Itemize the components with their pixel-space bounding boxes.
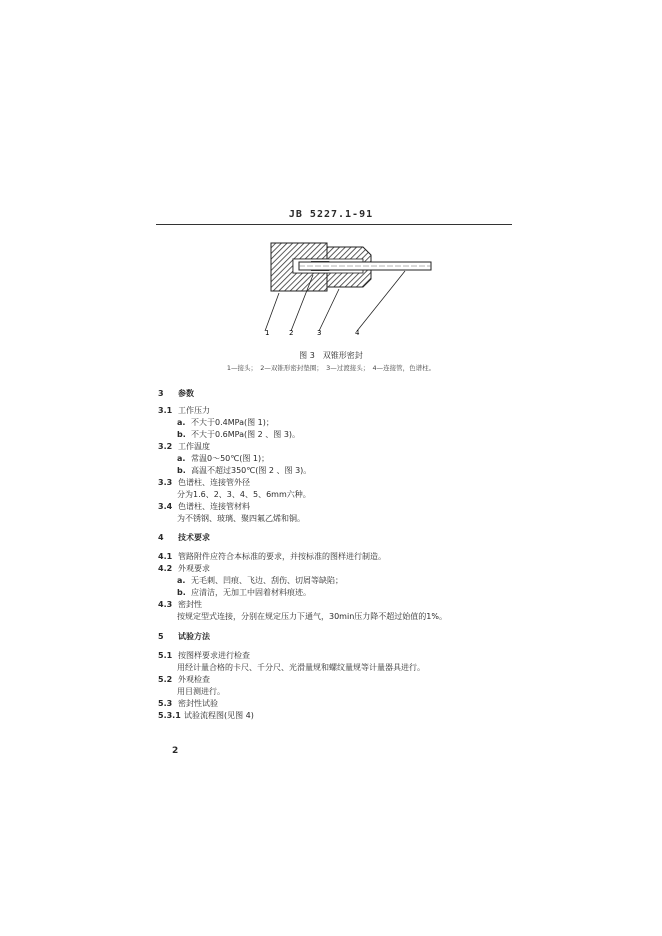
page-number: 2	[172, 746, 179, 756]
clause-3-4: 3.4 色谱柱、连接管材料	[158, 502, 250, 511]
standard-code: JB 5227.1-91	[288, 209, 374, 220]
clause-4-3: 4.3 密封性	[158, 600, 202, 609]
section-3-heading: 3 参数	[158, 389, 194, 398]
clause-4-1: 4.1 管路附件应符合本标准的要求，并按标准的图样进行制造。	[158, 552, 386, 561]
section-5-heading: 5 试验方法	[158, 632, 210, 641]
label-3: 3	[317, 329, 322, 337]
item-3-1-a: a. 不大于0.4MPa(图 1)；	[177, 418, 274, 427]
figure-caption: 图 3 双锥形密封	[299, 351, 363, 360]
clause-3-3-text: 分为1.6、2、3、4、5、6mm六种。	[177, 490, 311, 499]
section-4-heading: 4 技术要求	[158, 533, 210, 542]
clause-5-2-text: 用目测进行。	[177, 687, 225, 696]
item-3-2-b: b. 高温不超过350℃(图 2 、图 3)。	[177, 466, 312, 475]
clause-5-2: 5.2 外观检查	[158, 675, 210, 684]
clause-5-3-1: 5.3.1 试验流程图(见图 4)	[158, 711, 254, 720]
clause-4-2: 4.2 外观要求	[158, 564, 210, 573]
double-cone-seal-drawing	[255, 235, 435, 345]
clause-5-3: 5.3 密封性试验	[158, 699, 218, 708]
clause-5-1: 5.1 按图样要求进行检查	[158, 651, 250, 660]
header-rule	[156, 224, 512, 225]
label-2: 2	[289, 329, 294, 337]
item-4-2-a: a. 无毛刺、凹痕、飞边、刮伤、切屑等缺陷；	[177, 576, 343, 585]
item-3-2-a: a. 常温0～50℃(图 1)；	[177, 454, 270, 463]
clause-4-3-text: 按规定型式连接，分别在规定压力下通气，30min压力降不超过始值的1%。	[177, 612, 447, 621]
item-4-2-b: b. 应清洁，无加工中固着材料痕迹。	[177, 588, 311, 597]
clause-3-2: 3.2 工作温度	[158, 442, 210, 451]
item-3-1-b: b. 不大于0.6MPa(图 2 、图 3)。	[177, 430, 301, 439]
label-1: 1	[265, 329, 270, 337]
clause-3-4-text: 为不锈钢、玻璃、聚四氟乙烯和铜。	[177, 514, 305, 523]
clause-3-3: 3.3 色谱柱、连接管外径	[158, 478, 250, 487]
figure-legend: 1—接头； 2—双锥形密封垫圈； 3—过渡接头； 4—连接管，色谱柱。	[226, 364, 436, 372]
clause-5-1-text: 用经计量合格的卡尺、千分尺、光滑量规和螺纹量规等计量器具进行。	[177, 663, 425, 672]
clause-3-1: 3.1 工作压力	[158, 406, 210, 415]
label-4: 4	[355, 329, 360, 337]
